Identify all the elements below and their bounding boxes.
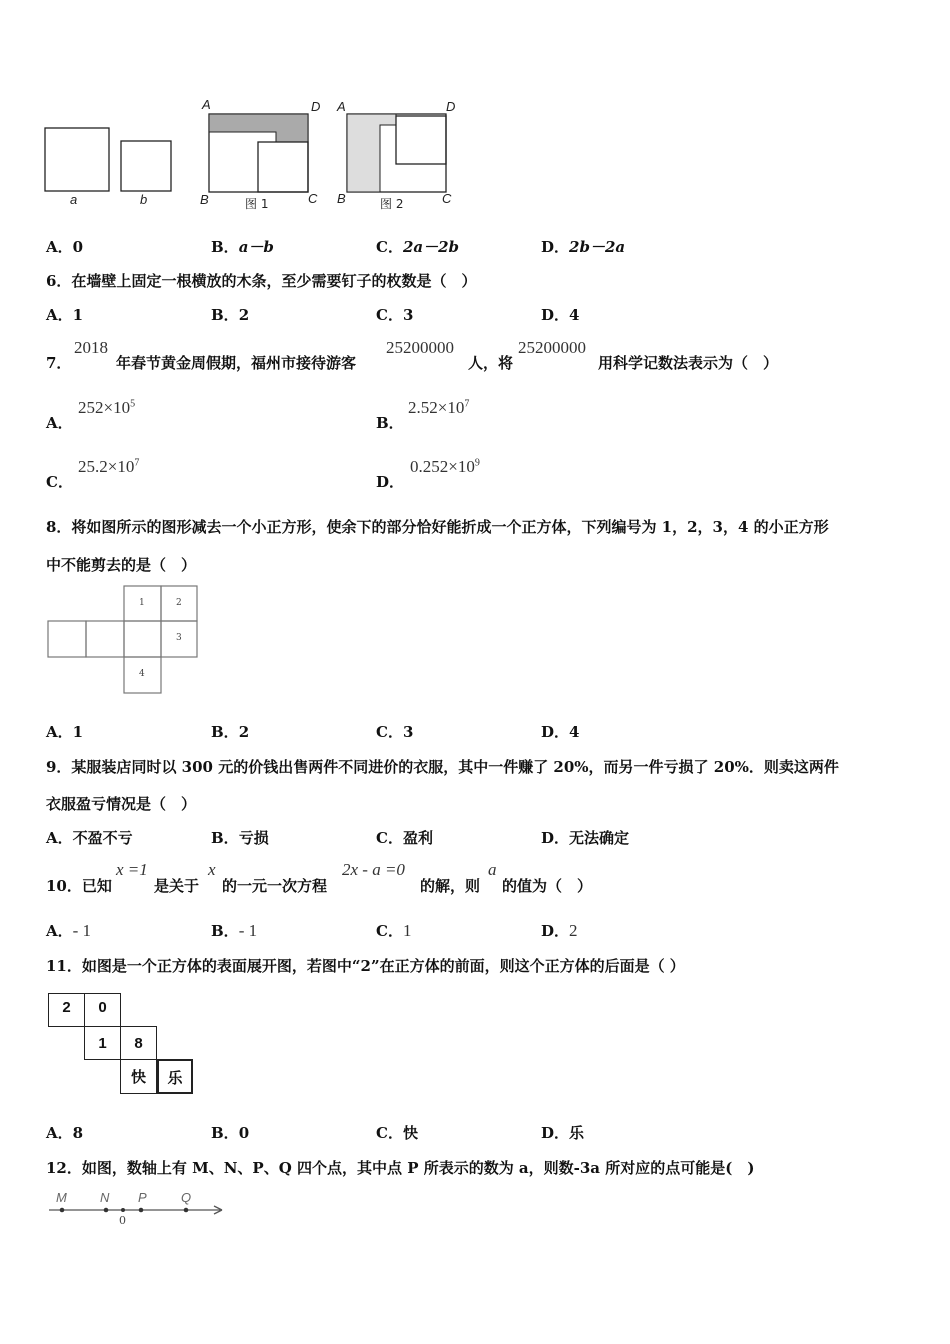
q10-text-2: 的一元一次方程 xyxy=(222,877,328,895)
q8-option-a[interactable]: A．1 xyxy=(46,723,84,741)
q8-cell-1: 1 xyxy=(139,598,145,608)
q11-cell-8: 8 xyxy=(120,1026,157,1060)
q8-text-line2: 中不能剪去的是（ ） xyxy=(46,556,197,574)
label-Q: Q xyxy=(181,1190,192,1205)
q11-text: 11．如图是一个正方体的表面展开图，若图中“2”在正方体的前面，则这个正方体的后面是（ ） xyxy=(46,957,685,975)
q8-option-b[interactable]: B．2 xyxy=(211,723,250,741)
q9-text-line1: 9．某服装店同时以 300 元的价钱出售两件不同进价的衣服，其中一件赚了 20%，而另一件亏损了 20%．则卖这两件 xyxy=(46,758,839,776)
q5-option-d[interactable]: D．2b－2a xyxy=(541,238,626,256)
q8-cell-3: 3 xyxy=(176,633,182,643)
q8-cell-4: 4 xyxy=(139,669,145,679)
square-b xyxy=(121,141,171,191)
q7-option-b-value[interactable]: $2.52\times 10^7$ xyxy=(408,398,470,417)
q7-option-c-label[interactable]: C． xyxy=(46,473,73,491)
q7-option-b-label[interactable]: B． xyxy=(376,414,404,432)
q10-eq1: x =1 xyxy=(116,860,148,879)
label-b: b xyxy=(140,192,148,207)
fig1-inner-square xyxy=(258,142,308,192)
q10-option-d[interactable]: D．2 xyxy=(541,921,578,940)
q6-option-d[interactable]: D．4 xyxy=(541,306,580,324)
q10-text-1: 是关于 xyxy=(154,877,200,895)
q5-option-a[interactable]: A．0 xyxy=(46,238,84,256)
q6-option-b[interactable]: B．2 xyxy=(211,306,250,324)
point-P xyxy=(139,1208,144,1213)
q7-option-c-value[interactable]: $25.2\times 10^7$ xyxy=(78,457,140,476)
label-M: M xyxy=(56,1190,67,1205)
fig2-B: B xyxy=(337,191,346,206)
q6-text: 6．在墙壁上固定一根横放的木条，至少需要钉子的枚数是（ ） xyxy=(46,272,477,290)
q11-option-a[interactable]: A．8 xyxy=(46,1124,84,1142)
fig2-inner-square xyxy=(396,116,446,164)
fig2-D: D xyxy=(446,99,456,114)
q11-cell-kuai: 快 xyxy=(120,1059,157,1094)
q9-option-b[interactable]: B．亏损 xyxy=(211,829,269,847)
q7-text-2: 人，将 xyxy=(468,354,514,372)
point-Q xyxy=(184,1208,189,1213)
fig2-A: A xyxy=(337,99,346,114)
fig2-C: C xyxy=(442,191,452,206)
q6-option-a[interactable]: A．1 xyxy=(46,306,84,324)
q8-text-line1: 8．将如图所示的图形减去一个小正方形，使余下的部分恰好能折成一个正方体，下列编号为 1，2，3，4 的小正方形 xyxy=(46,518,829,536)
q10-var2: a xyxy=(488,860,497,879)
q9-option-c[interactable]: C．盈利 xyxy=(376,829,433,847)
q10-text-3: 的解，则 xyxy=(420,877,481,895)
q11-cell-le: 乐 xyxy=(157,1059,193,1094)
q10-option-b[interactable]: B．- 1 xyxy=(211,921,258,940)
q8-option-c[interactable]: C．3 xyxy=(376,723,414,741)
q7-text-3: 用科学记数法表示为（ ） xyxy=(598,354,779,372)
fig1-shaded xyxy=(209,114,308,142)
q7-option-a-value[interactable]: $252\times 10^5$ xyxy=(78,398,136,417)
q10-var: x xyxy=(208,860,216,879)
q10-number: 10．已知 xyxy=(46,877,112,895)
q7-text-1: 年春节黄金周假期，福州市接待游客 xyxy=(116,354,357,372)
q12-text: 12．如图，数轴上有 M、N、P、Q 四个点，其中点 P 所表示的数为 a，则数-3a 所对应的点可能是( ) xyxy=(46,1159,755,1177)
q10-option-c[interactable]: C．1 xyxy=(376,921,412,940)
label-N: N xyxy=(100,1190,110,1205)
q6-option-c[interactable]: C．3 xyxy=(376,306,414,324)
fig1-B: B xyxy=(200,192,209,207)
q8-cell-2: 2 xyxy=(176,598,182,608)
point-N xyxy=(104,1208,109,1213)
q7-number: 7． xyxy=(46,354,72,372)
q9-option-d[interactable]: D．无法确定 xyxy=(541,829,630,847)
q10-text-4: 的值为（ ） xyxy=(502,877,593,895)
q5-option-c[interactable]: C．2a－2b xyxy=(376,238,460,256)
label-P: P xyxy=(138,1190,147,1205)
q8-option-d[interactable]: D．4 xyxy=(541,723,580,741)
q11-option-d[interactable]: D．乐 xyxy=(541,1124,585,1142)
q9-text-line2: 衣服盈亏情况是（ ） xyxy=(46,795,197,813)
q7-count-2: 25200000 xyxy=(518,338,586,357)
q11-cell-2: 2 xyxy=(48,993,85,1027)
fig2-shaded xyxy=(347,114,396,192)
fig1-D: D xyxy=(311,99,321,114)
q10-eq2: 2x - a =0 xyxy=(342,860,405,879)
point-M xyxy=(60,1208,65,1213)
q5-option-b[interactable]: B．a－b xyxy=(211,238,274,256)
square-a xyxy=(45,128,109,191)
fig1-caption: 图 1 xyxy=(245,197,269,211)
q9-option-a[interactable]: A．不盈不亏 xyxy=(46,829,133,847)
label-zero: 0 xyxy=(119,1214,126,1227)
q11-option-b[interactable]: B．0 xyxy=(211,1124,250,1142)
q7-option-d-label[interactable]: D． xyxy=(376,473,405,491)
q7-year: 2018 xyxy=(74,338,108,357)
q11-cell-0: 0 xyxy=(84,993,121,1027)
q11-option-c[interactable]: C．快 xyxy=(376,1124,418,1142)
fig1-C: C xyxy=(308,191,318,206)
fig2-caption: 图 2 xyxy=(380,197,404,211)
q10-option-a[interactable]: A．- 1 xyxy=(46,921,92,940)
q11-cell-1: 1 xyxy=(84,1026,121,1060)
label-a: a xyxy=(70,192,78,207)
point-zero xyxy=(121,1208,125,1212)
q7-option-d-value[interactable]: $0.252\times 10^9$ xyxy=(410,457,480,476)
q7-option-a-label[interactable]: A． xyxy=(46,414,73,432)
q7-count-1: 25200000 xyxy=(386,338,454,357)
fig1-A: A xyxy=(202,97,211,112)
